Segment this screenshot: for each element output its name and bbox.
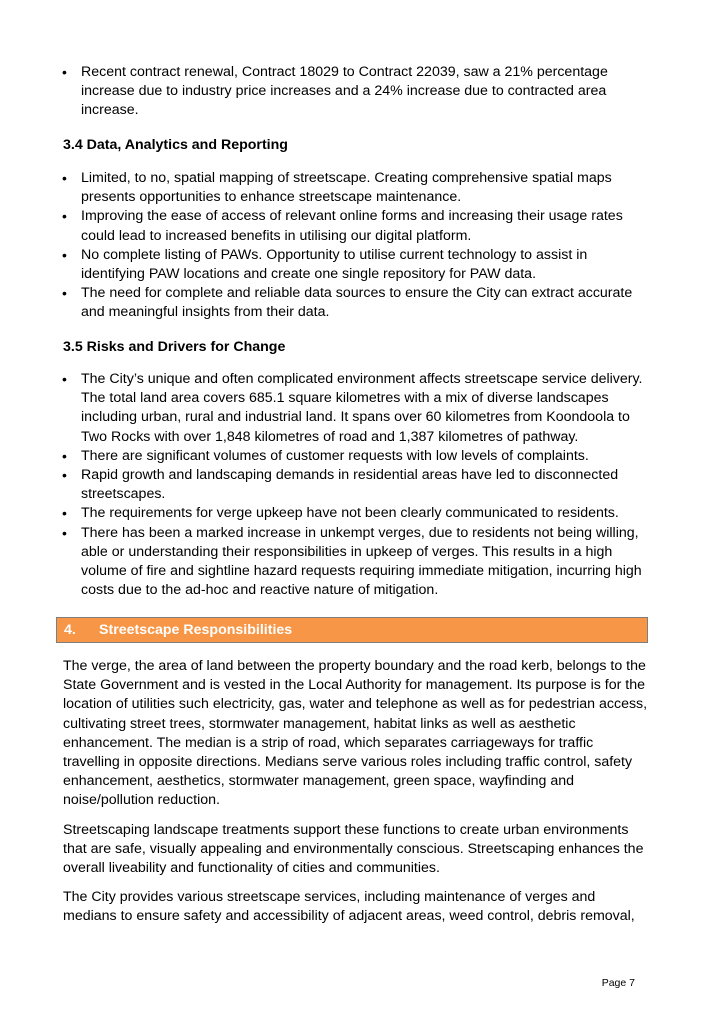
list-item: • Limited, to no, spatial mapping of streetscape. Creating comprehensive spatial maps presents opportunities to enhance streetscape maintenance. [62,169,652,207]
section-3-4-bullet-list [62,169,652,323]
paragraph: Streetscaping landscape treatments support these functions to create urban environments that are safe, visually appealing and environmentally conscious. Streetscaping enhances the overall liveability and functionality of cities and communities. [63,822,644,877]
list-item: • The City’s unique and often complicated environment affects streetscape service delivery. The total land area covers 685.1 square kilometres with a mix of diverse landscapes including urban, rural and industrial land. It spans over 60 kilometres from Koondoola to Two Rocks with over 1,848 kilometres of road and 1,387 kilometres of pathway. [62,370,652,447]
section-3-4-heading: 3.4 Data, Analytics and Reporting [63,137,288,153]
list-item: • The need for complete and reliable data sources to ensure the City can extract accurate and meaningful insights from their data. [62,284,652,322]
section-3-5-bullet-list [62,370,652,600]
list-item: • There has been a marked increase in unkempt verges, due to residents not being willing, able or understanding their responsibilities in upkeep of verges. This results in a high volume of fire and sightline hazard requests requiring immediate mitigation, incurring high costs due to the ad-hoc and reactive nature of mitigation. [62,524,652,601]
section-3-5-heading: 3.5 Risks and Drivers for Change [63,339,286,355]
section-4-heading-bar [56,617,648,643]
section-title: Streetscape Responsibilities [99,622,293,638]
list-item: • No complete listing of PAWs. Opportunity to utilise current technology to assist in identifying PAW locations and create one single repository for PAW data. [62,246,652,284]
paragraph: The City provides various streetscape services, including maintenance of verges and medians to ensure safety and accessibility of adjacent areas, weed control, debris removal, [63,889,635,925]
intro-bullet-list [62,63,652,121]
list-item: • Recent contract renewal, Contract 18029 to Contract 22039, saw a 21% percentage increase due to industry price increases and a 24% increase due to contracted area increase. [62,63,652,121]
paragraph: The verge, the area of land between the property boundary and the road kerb, belongs to the State Government and is vested in the Local Authority for management. Its purpose is for the location of utilities such electricity, gas, water and telephone as well as for pedestrian access, cultivating street trees, stormwater management, habitat links as well as aesthetic enhancement. The median is a strip of road, which separates carriageways for traffic travelling in opposite directions. Medians serve various roles including traffic control, safety enhancement, aesthetics, stormwater management, green space, wayfinding and noise/pollution reduction. [63,658,648,809]
list-item: • The requirements for verge upkeep have not been clearly communicated to residents. [62,504,652,523]
list-item: • Improving the ease of access of relevant online forms and increasing their usage rates could lead to increased benefits in utilising our digital platform. [62,207,652,245]
list-item: • Rapid growth and landscaping demands in residential areas have led to disconnected streetscapes. [62,466,652,504]
page-number: Page 7 [601,977,635,989]
list-item: • There are significant volumes of customer requests with low levels of complaints. [62,447,652,466]
section-number: 4. [64,622,76,638]
